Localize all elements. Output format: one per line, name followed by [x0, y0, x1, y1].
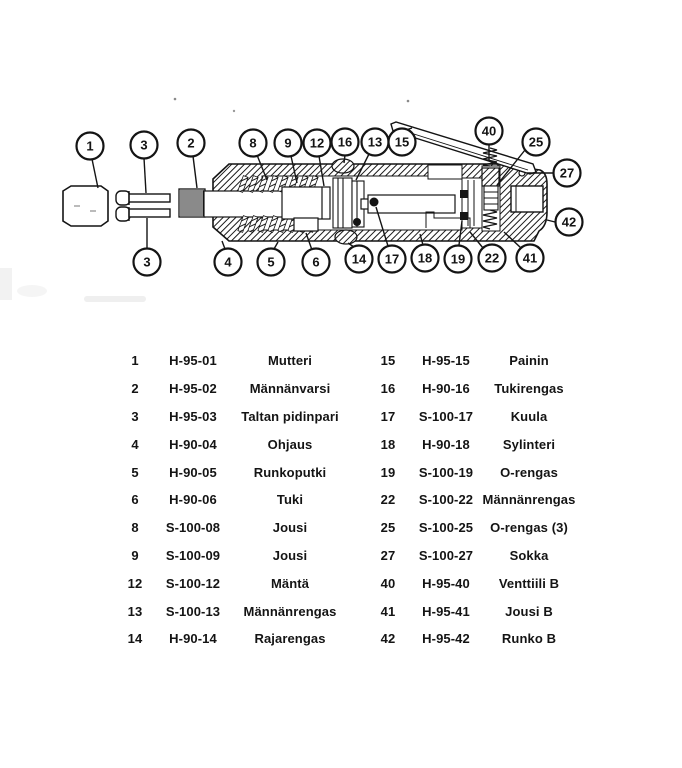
- part-row: [362, 625, 580, 653]
- part-number: 3: [131, 408, 139, 424]
- o-ring-lower: [460, 212, 468, 220]
- part-code: H-90-18: [422, 436, 470, 452]
- exploded-parts-diagram: [0, 0, 682, 340]
- part-name: O-rengas: [500, 464, 558, 480]
- part-number: 22: [380, 492, 396, 508]
- part-row: [110, 625, 346, 653]
- part-row: [362, 542, 580, 570]
- callout-number: 19: [450, 251, 466, 267]
- small-ball: [353, 218, 361, 226]
- part-code: H-95-42: [422, 631, 470, 647]
- limit-ring-part: [335, 230, 357, 244]
- callout-number: 2: [187, 135, 195, 151]
- part-row: [110, 375, 346, 403]
- part-code: S-100-12: [165, 575, 221, 591]
- part-code: H-95-03: [169, 408, 217, 424]
- part-code: H-90-06: [169, 492, 217, 508]
- part-number: 41: [380, 603, 396, 619]
- part-name: Männänvarsi: [249, 381, 331, 397]
- part-row: [362, 347, 580, 375]
- callout-15: [389, 128, 416, 156]
- part-row: [362, 375, 580, 403]
- callout-number: 13: [367, 134, 383, 150]
- callout-number: 40: [481, 123, 497, 139]
- part-name: Mutteri: [267, 353, 313, 369]
- part-row: [362, 430, 580, 458]
- part-name: Tuki: [276, 492, 304, 508]
- callout-number: 17: [384, 251, 400, 267]
- part-number: 18: [380, 436, 396, 452]
- part-code: S-100-27: [418, 547, 474, 563]
- part-code: H-95-01: [169, 353, 217, 369]
- part-row: [110, 486, 346, 514]
- part-row: [110, 542, 346, 570]
- part-name: O-rengas (3): [490, 520, 568, 536]
- part-code: H-95-41: [422, 603, 470, 619]
- callout-3: [134, 218, 161, 276]
- part-name: Sokka: [509, 547, 549, 563]
- callout-number: 12: [309, 135, 325, 151]
- parts-table-right: [362, 347, 580, 653]
- part-name: Runko B: [501, 631, 557, 647]
- callout-2: [178, 130, 205, 189]
- part-row: [110, 403, 346, 431]
- part-code: H-95-15: [422, 353, 470, 369]
- o-ring-upper: [460, 190, 468, 198]
- part-number: 17: [380, 408, 396, 424]
- part-code: H-90-04: [169, 436, 217, 452]
- part-name: Kuula: [510, 408, 548, 424]
- part-name: Jousi: [272, 520, 308, 536]
- callout-number: 8: [249, 135, 257, 151]
- part-name: Männänrengas: [482, 492, 576, 508]
- part-name: Rajarengas: [254, 631, 326, 647]
- callout-number: 1: [86, 138, 94, 154]
- part-name: Taltan pidinpari: [241, 408, 339, 424]
- part-row: [362, 486, 580, 514]
- nut-part: [63, 186, 108, 226]
- part-code: S-100-19: [418, 464, 474, 480]
- callout-number: 41: [522, 250, 538, 266]
- part-row: [110, 569, 346, 597]
- part-name: Mäntä: [270, 575, 310, 591]
- part-name: Runkoputki: [253, 464, 327, 480]
- callout-5: [258, 242, 285, 276]
- part-row: [110, 514, 346, 542]
- part-name: Männänrengas: [243, 603, 337, 619]
- callout-number: 4: [224, 254, 232, 270]
- part-code: S-100-22: [418, 492, 474, 508]
- part-number: 5: [131, 464, 139, 480]
- part-number: 4: [131, 436, 139, 452]
- part-number: 9: [131, 547, 139, 563]
- callout-number: 9: [284, 135, 292, 151]
- threaded-rod-part: [179, 189, 205, 217]
- ball-part: [370, 198, 379, 207]
- parts-table-left: [110, 347, 346, 653]
- support-ring-part: [332, 159, 354, 173]
- callout-number: 14: [351, 251, 367, 267]
- part-code: S-100-13: [165, 603, 221, 619]
- part-number: 8: [131, 520, 139, 536]
- part-name: Jousi: [272, 547, 308, 563]
- part-row: [362, 597, 580, 625]
- part-name: Sylinteri: [502, 436, 556, 452]
- part-row: [362, 458, 580, 486]
- callout-42: [547, 209, 583, 236]
- callout-number: 25: [528, 134, 544, 150]
- part-number: 1: [131, 353, 139, 369]
- part-number: 13: [127, 603, 143, 619]
- part-number: 40: [380, 575, 396, 591]
- part-row: [110, 430, 346, 458]
- part-name: Ohjaus: [267, 436, 313, 452]
- part-code: S-100-08: [165, 520, 221, 536]
- part-code: H-90-16: [422, 381, 470, 397]
- part-code: H-95-02: [169, 381, 217, 397]
- part-number: 27: [380, 547, 396, 563]
- part-code: H-90-14: [169, 631, 217, 647]
- part-number: 12: [127, 575, 143, 591]
- part-number: 2: [131, 381, 139, 397]
- callout-number: 6: [312, 254, 320, 270]
- part-row: [362, 403, 580, 431]
- callout-number: 3: [143, 254, 151, 270]
- part-row: [110, 458, 346, 486]
- part-code: H-95-40: [422, 575, 470, 591]
- callout-3: [131, 132, 158, 194]
- callout-number: 18: [417, 250, 433, 266]
- part-row: [362, 569, 580, 597]
- chisel-holder-part: [116, 191, 170, 221]
- callout-number: 42: [561, 214, 577, 230]
- part-row: [110, 597, 346, 625]
- part-number: 15: [380, 353, 396, 369]
- part-number: 6: [131, 492, 139, 508]
- part-number: 25: [380, 520, 396, 536]
- part-number: 14: [127, 631, 143, 647]
- part-number: 42: [380, 631, 396, 647]
- callout-16: [332, 129, 359, 164]
- part-row: [110, 347, 346, 375]
- callout-number: 16: [337, 134, 353, 150]
- part-number: 16: [380, 381, 396, 397]
- callout-number: 3: [140, 137, 148, 153]
- part-name: Tukirengas: [494, 381, 564, 397]
- part-code: S-100-09: [165, 547, 221, 563]
- callout-number: 5: [267, 254, 275, 270]
- callout-number: 22: [484, 250, 500, 266]
- part-code: S-100-25: [418, 520, 474, 536]
- callout-4: [215, 241, 242, 276]
- piston-rod-inner: [204, 191, 284, 217]
- part-name: Painin: [509, 353, 549, 369]
- part-code: H-90-05: [169, 464, 217, 480]
- part-name: Venttiili B: [498, 575, 560, 591]
- callout-14: [346, 243, 373, 273]
- part-name: Jousi B: [505, 603, 553, 619]
- callout-number: 27: [559, 165, 575, 181]
- part-row: [362, 514, 580, 542]
- part-number: 19: [380, 464, 396, 480]
- callout-1: [77, 133, 104, 189]
- callout-number: 15: [394, 134, 410, 150]
- part-code: S-100-17: [418, 408, 474, 424]
